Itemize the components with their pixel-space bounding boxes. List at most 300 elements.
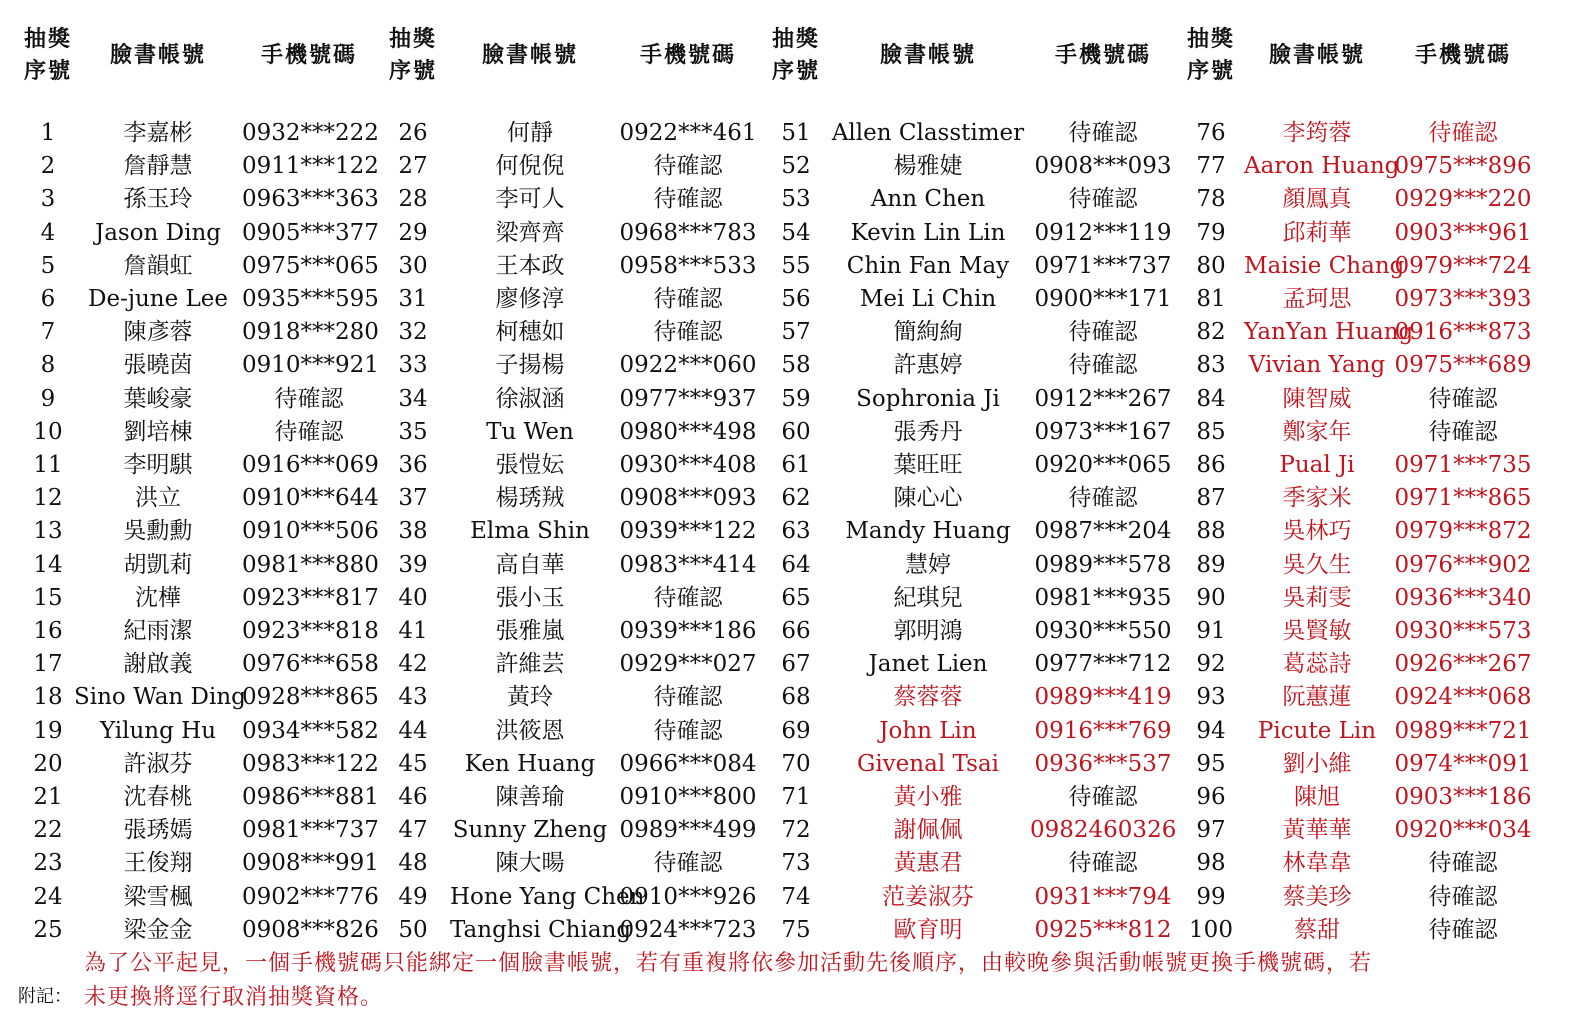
facebook-account-cell: 徐淑涵 [495,385,565,412]
phone-cell: 0936***340 [1394,584,1532,611]
phone-cell: 0973***167 [1034,418,1172,445]
facebook-account-cell: Mei Li Chin [859,286,997,312]
facebook-account-cell: 歐育明 [893,916,963,943]
facebook-account-cell: 劉小維 [1282,750,1352,777]
facebook-account-cell: Mandy Huang [845,518,1011,545]
phone-cell: 0977***712 [1034,651,1172,678]
facebook-account-cell: 張曉茵 [123,352,193,379]
facebook-account-cell: 吳勳勳 [123,518,193,545]
serial-cell: 30 [398,252,428,279]
phone-cell: 0973***393 [1394,286,1532,312]
serial-cell: 5 [40,252,56,279]
facebook-account-cell: 吳林巧 [1282,518,1352,545]
phone-cell: 0930***573 [1394,618,1532,644]
serial-cell: 46 [398,784,428,810]
serial-cell: 33 [398,352,428,379]
serial-cell: 69 [781,717,811,744]
facebook-account-cell: 孟珂思 [1282,286,1352,312]
phone-cell: 0966***084 [619,750,757,777]
serial-cell: 52 [781,153,811,180]
facebook-account-cell: Maisie Chang [1244,252,1405,279]
phone-cell: 0916***069 [242,452,379,478]
serial-cell: 79 [1196,219,1226,246]
serial-cell: 88 [1196,518,1226,545]
facebook-account-cell: Ken Huang [464,750,596,777]
facebook-account-cell: 陳彥蓉 [123,319,193,346]
facebook-account-cell: 廖修淳 [495,286,565,312]
phone-cell: 0979***724 [1394,252,1532,279]
facebook-account-cell: 郭明鴻 [893,618,963,644]
facebook-account-cell: Chin Fan May [846,252,1010,279]
serial-cell: 44 [398,717,428,744]
serial-cell: 3 [40,186,56,213]
phone-cell: 0910***921 [242,352,379,379]
facebook-account-cell: John Lin [879,717,977,744]
phone-cell: 0920***065 [1034,452,1172,478]
facebook-account-cell: 鄭家年 [1282,418,1352,445]
serial-cell: 94 [1196,717,1226,744]
phone-cell: 0980***498 [619,418,757,445]
phone-cell: 0923***817 [242,584,379,611]
facebook-account-cell: 張秀丹 [893,418,963,445]
serial-cell: 43 [398,684,428,711]
phone-cell: 0902***776 [242,883,379,910]
serial-cell: 31 [398,286,428,312]
facebook-account-cell: 張琇嫣 [123,817,193,844]
phone-cell: 0968***783 [619,219,757,246]
serial-cell: 82 [1196,319,1226,346]
serial-cell: 75 [781,916,811,943]
phone-cell: 0912***267 [1034,385,1172,412]
facebook-account-cell: 紀雨潔 [123,618,193,644]
facebook-account-cell: 簡絢絢 [893,319,963,346]
facebook-account-cell: Elma Shin [470,518,590,545]
phone-cell: 0920***034 [1394,817,1532,844]
serial-cell: 87 [1196,485,1226,512]
phone-cell: 待確認 [653,186,723,213]
serial-cell: 57 [781,319,811,346]
serial-cell: 45 [398,750,428,777]
serial-cell: 7 [40,319,56,346]
facebook-account-cell: 張小玉 [495,584,565,611]
serial-cell: 85 [1196,418,1226,445]
facebook-account-cell: Aaron Huang [1244,153,1400,180]
phone-cell: 0989***499 [619,817,757,844]
phone-cell: 0981***935 [1034,584,1172,611]
facebook-account-cell: 邱莉華 [1282,219,1352,246]
phone-cell: 待確認 [1068,120,1138,146]
serial-cell: 73 [781,850,811,877]
serial-cell: 58 [781,352,811,379]
serial-cell: 21 [33,784,63,810]
facebook-account-cell: 柯穗如 [495,319,565,346]
serial-cell: 42 [398,651,428,678]
facebook-account-cell: 陳心心 [893,485,963,512]
header-phone: 手機號碼 [1414,42,1511,68]
serial-cell: 59 [781,385,811,412]
serial-cell: 64 [781,551,811,578]
facebook-account-cell: 詹靜慧 [123,153,193,180]
serial-cell: 10 [33,418,63,445]
facebook-account-cell: 范姜淑芬 [882,883,974,910]
facebook-account-cell: 李筠蓉 [1282,120,1352,146]
phone-cell: 0925***812 [1034,916,1172,943]
phone-cell: 待確認 [1068,784,1138,810]
facebook-account-cell: 蔡美珍 [1282,883,1352,910]
serial-cell: 16 [33,618,63,644]
serial-cell: 72 [781,817,811,844]
phone-cell: 0939***186 [619,618,757,644]
phone-cell: 0983***414 [619,551,757,578]
serial-cell: 98 [1196,850,1226,877]
facebook-account-cell: Janet Lien [868,651,988,678]
phone-cell: 0982460326 [1030,817,1177,844]
serial-cell: 80 [1196,252,1226,279]
facebook-account-cell: 陳旭 [1294,784,1340,810]
phone-cell: 0936***537 [1034,750,1172,777]
phone-cell: 0981***737 [242,817,379,844]
facebook-account-cell: 葉旺旺 [893,452,963,478]
serial-cell: 32 [398,319,428,346]
phone-cell: 0912***119 [1034,219,1172,246]
serial-cell: 41 [398,618,428,644]
header-phone: 手機號碼 [1054,42,1151,68]
serial-cell: 20 [33,750,63,777]
serial-cell: 9 [40,385,56,412]
phone-cell: 0976***902 [1394,551,1532,578]
serial-cell: 81 [1196,286,1226,312]
serial-cell: 18 [33,684,63,711]
phone-cell: 0989***419 [1034,684,1172,711]
facebook-account-cell: 洪立 [135,485,181,512]
serial-cell: 91 [1196,618,1226,644]
facebook-account-cell: Hone Yang Chen [450,883,645,910]
serial-cell: 51 [781,120,811,146]
phone-cell: 0977***937 [619,385,757,412]
phone-cell: 待確認 [653,717,723,744]
serial-cell: 77 [1196,153,1226,180]
serial-cell: 25 [33,916,63,943]
facebook-account-cell: 梁齊齊 [495,219,565,246]
phone-cell: 0916***769 [1034,717,1172,744]
phone-cell: 待確認 [1428,418,1498,445]
serial-cell: 13 [33,518,63,545]
phone-cell: 0989***721 [1394,717,1532,744]
serial-cell: 34 [398,385,428,412]
phone-cell: 待確認 [1428,916,1498,943]
phone-cell: 0983***122 [242,750,379,777]
serial-cell: 95 [1196,750,1226,777]
phone-cell: 0932***222 [242,120,379,146]
serial-cell: 54 [781,219,811,246]
phone-cell: 0981***880 [242,551,379,578]
facebook-account-cell: 詹韻虹 [123,252,193,279]
phone-cell: 0930***550 [1034,618,1172,644]
phone-cell: 0908***093 [619,485,757,512]
facebook-account-cell: 許維芸 [495,651,565,678]
serial-cell: 92 [1196,651,1226,678]
serial-cell: 74 [781,883,811,910]
phone-cell: 0987***204 [1034,518,1172,545]
phone-cell: 0976***658 [242,651,379,678]
facebook-account-cell: Jason Ding [94,219,222,246]
facebook-account-cell: 慧婷 [905,551,951,578]
phone-cell: 0908***991 [242,850,379,877]
phone-cell: 0939***122 [619,518,757,545]
facebook-account-cell: Yilung Hu [99,717,217,744]
phone-cell: 待確認 [1068,352,1138,379]
phone-cell: 0908***826 [242,916,379,943]
facebook-account-cell: 黃華華 [1282,817,1352,844]
serial-cell: 76 [1196,120,1226,146]
phone-cell: 0989***578 [1034,551,1172,578]
phone-cell: 0935***595 [242,286,379,312]
phone-cell: 0923***818 [242,618,379,644]
phone-cell: 0929***027 [619,651,757,678]
facebook-account-cell: De-june Lee [88,286,228,312]
serial-cell: 93 [1196,684,1226,711]
serial-cell: 2 [40,153,56,180]
serial-cell: 67 [781,651,811,678]
phone-cell: 0916***873 [1394,319,1532,346]
phone-cell: 0971***737 [1034,252,1172,279]
facebook-account-cell: 黃玲 [507,684,553,711]
facebook-account-cell: 陳智威 [1282,385,1352,412]
facebook-account-cell: 李嘉彬 [123,120,193,146]
facebook-account-cell: 子揚楊 [495,352,565,379]
phone-cell: 待確認 [1068,319,1138,346]
facebook-account-cell: 何倪倪 [495,153,565,180]
serial-cell: 37 [398,485,428,512]
facebook-account-cell: 楊雅婕 [893,153,963,180]
phone-cell: 0929***220 [1394,186,1532,213]
serial-cell: 47 [398,817,428,844]
phone-cell: 0975***065 [242,252,379,279]
phone-cell: 待確認 [1068,485,1138,512]
serial-cell: 28 [398,186,428,213]
phone-cell: 待確認 [274,418,344,445]
facebook-account-cell: 蔡蓉蓉 [893,684,963,711]
phone-cell: 0971***735 [1394,452,1532,478]
serial-cell: 55 [781,252,811,279]
facebook-account-cell: Sophronia Ji [856,385,1000,412]
phone-cell: 0926***267 [1394,651,1532,678]
facebook-account-cell: 葉峻豪 [123,385,193,412]
serial-cell: 50 [398,916,428,943]
phone-cell: 待確認 [1068,186,1138,213]
phone-cell: 待確認 [653,153,723,180]
facebook-account-cell: 洪筱恩 [495,717,565,744]
facebook-account-cell: 吳莉雯 [1282,584,1352,611]
serial-cell: 63 [781,518,811,545]
phone-cell: 待確認 [1428,850,1498,877]
serial-cell: 68 [781,684,811,711]
serial-cell: 36 [398,452,428,478]
phone-cell: 0974***091 [1394,750,1532,777]
facebook-account-cell: 王俊翔 [123,850,193,877]
facebook-account-cell: 黃小雅 [893,784,963,810]
header-phone: 手機號碼 [639,42,736,68]
serial-cell: 1 [40,120,56,146]
header-phone: 手機號碼 [260,42,357,68]
phone-cell: 待確認 [1428,120,1498,146]
phone-cell: 0918***280 [242,319,379,346]
facebook-account-cell: 沈樺 [135,584,181,611]
serial-cell: 71 [781,784,811,810]
phone-cell: 待確認 [1428,883,1498,910]
phone-cell: 0911***122 [242,153,379,180]
serial-cell: 56 [781,286,811,312]
serial-cell: 6 [40,286,56,312]
phone-cell: 0905***377 [242,219,379,246]
serial-cell: 35 [398,418,428,445]
serial-cell: 84 [1196,385,1226,412]
facebook-account-cell: 許淑芬 [123,750,193,777]
note-label: 附記： [18,986,72,1007]
serial-cell: 70 [781,750,811,777]
phone-cell: 待確認 [653,684,723,711]
serial-cell: 66 [781,618,811,644]
facebook-account-cell: 王本政 [495,252,565,279]
note-line-1: 為了公平起見，一個手機號碼只能綁定一個臉書帳號，若有重複將依參加活動先後順序，由較晚參與活動帳號更換手機號碼，若 [84,951,1373,976]
facebook-account-cell: 蔡甜 [1294,916,1340,943]
serial-cell: 27 [398,153,428,180]
serial-cell: 29 [398,219,428,246]
header-facebook-account: 臉書帳號 [109,42,206,68]
phone-cell: 0910***644 [242,485,379,512]
facebook-account-cell: 吳賢敏 [1282,618,1352,644]
facebook-account-cell: 葛蕊詩 [1282,651,1352,678]
facebook-account-cell: Tu Wen [486,418,574,445]
phone-cell: 0924***723 [619,916,757,943]
header-serial: 抽獎 序號 [771,26,820,84]
facebook-account-cell: Vivian Yang [1248,352,1386,379]
phone-cell: 待確認 [1428,385,1498,412]
serial-cell: 40 [398,584,428,611]
phone-cell: 0931***794 [1034,883,1172,910]
facebook-account-cell: 紀琪兒 [893,584,963,611]
facebook-account-cell: Tanghsi Chiang [450,916,632,943]
phone-cell: 待確認 [653,319,723,346]
serial-cell: 99 [1196,883,1226,910]
facebook-account-cell: 季家米 [1282,485,1352,512]
serial-cell: 83 [1196,352,1226,379]
phone-cell: 0922***060 [619,352,757,379]
facebook-account-cell: 林韋韋 [1282,850,1352,877]
facebook-account-cell: Picute Lin [1257,717,1377,744]
facebook-account-cell: 劉培棟 [123,418,193,445]
phone-cell: 0986***881 [242,784,379,810]
serial-cell: 24 [33,883,63,910]
header-serial: 抽獎 序號 [1186,26,1235,84]
note-line-2: 未更換將逕行取消抽獎資格。 [84,985,384,1010]
serial-cell: 19 [33,717,63,744]
phone-cell: 待確認 [653,850,723,877]
facebook-account-cell: 梁雪楓 [123,883,193,910]
serial-cell: 86 [1196,452,1226,478]
phone-cell: 0908***093 [1034,153,1172,180]
facebook-account-cell: YanYan Huang [1244,319,1414,346]
phone-cell: 0963***363 [242,186,379,213]
phone-cell: 0975***689 [1394,352,1532,379]
phone-cell: 0930***408 [619,452,757,478]
facebook-account-cell: Allen Classtimer [831,120,1025,146]
phone-cell: 0922***461 [619,120,757,146]
phone-cell: 0971***865 [1394,485,1532,512]
facebook-account-cell: Sunny Zheng [452,817,608,844]
serial-cell: 48 [398,850,428,877]
facebook-account-cell: 陳善瑜 [495,784,565,810]
facebook-account-cell: 張愷妘 [495,452,565,478]
facebook-account-cell: 謝啟義 [123,651,193,678]
facebook-account-cell: 沈春桃 [123,784,193,810]
serial-cell: 26 [398,120,428,146]
facebook-account-cell: Pual Ji [1279,452,1355,478]
serial-cell: 15 [33,584,63,611]
serial-cell: 38 [398,518,428,545]
phone-cell: 0900***171 [1034,286,1172,312]
facebook-account-cell: 張雅嵐 [495,618,565,644]
phone-cell: 0910***926 [619,883,757,910]
facebook-account-cell: 李明騏 [123,452,193,478]
facebook-account-cell: Ann Chen [870,186,986,213]
facebook-account-cell: Kevin Lin Lin [850,219,1006,246]
facebook-account-cell: 李可人 [495,186,565,213]
serial-cell: 65 [781,584,811,611]
phone-cell: 待確認 [1068,850,1138,877]
serial-cell: 100 [1189,916,1233,943]
serial-cell: 78 [1196,186,1226,213]
header-facebook-account: 臉書帳號 [879,42,976,68]
facebook-account-cell: 黃惠君 [893,850,963,877]
serial-cell: 97 [1196,817,1226,844]
serial-cell: 17 [33,651,63,678]
table-header [0,10,1579,100]
serial-cell: 11 [33,452,63,478]
serial-cell: 39 [398,551,428,578]
serial-cell: 23 [33,850,63,877]
facebook-account-cell: 吳久生 [1282,551,1352,578]
serial-cell: 4 [40,219,56,246]
facebook-account-cell: 許惠婷 [893,352,963,379]
facebook-account-cell: 何靜 [507,120,553,146]
serial-cell: 14 [33,551,63,578]
serial-cell: 60 [781,418,811,445]
phone-cell: 0903***961 [1394,219,1532,246]
facebook-account-cell: 高自華 [495,551,565,578]
facebook-account-cell: 胡凱莉 [123,551,193,578]
facebook-account-cell: Sino Wan Ding [74,684,246,711]
header-serial: 抽獎 序號 [388,26,437,84]
phone-cell: 0958***533 [619,252,757,279]
phone-cell: 0928***865 [242,684,379,711]
phone-cell: 待確認 [653,286,723,312]
facebook-account-cell: 陳大暘 [495,850,565,877]
facebook-account-cell: 謝佩佩 [893,817,963,844]
header-serial: 抽獎 序號 [23,26,72,84]
phone-cell: 0903***186 [1394,784,1532,810]
phone-cell: 0924***068 [1394,684,1532,711]
phone-cell: 0979***872 [1394,518,1532,545]
serial-cell: 12 [33,485,63,512]
phone-cell: 0934***582 [242,717,379,744]
serial-cell: 89 [1196,551,1226,578]
facebook-account-cell: 楊琇羢 [495,485,565,512]
serial-cell: 61 [781,452,811,478]
facebook-account-cell: 顏鳳真 [1282,186,1352,213]
serial-cell: 22 [33,817,63,844]
serial-cell: 53 [781,186,811,213]
